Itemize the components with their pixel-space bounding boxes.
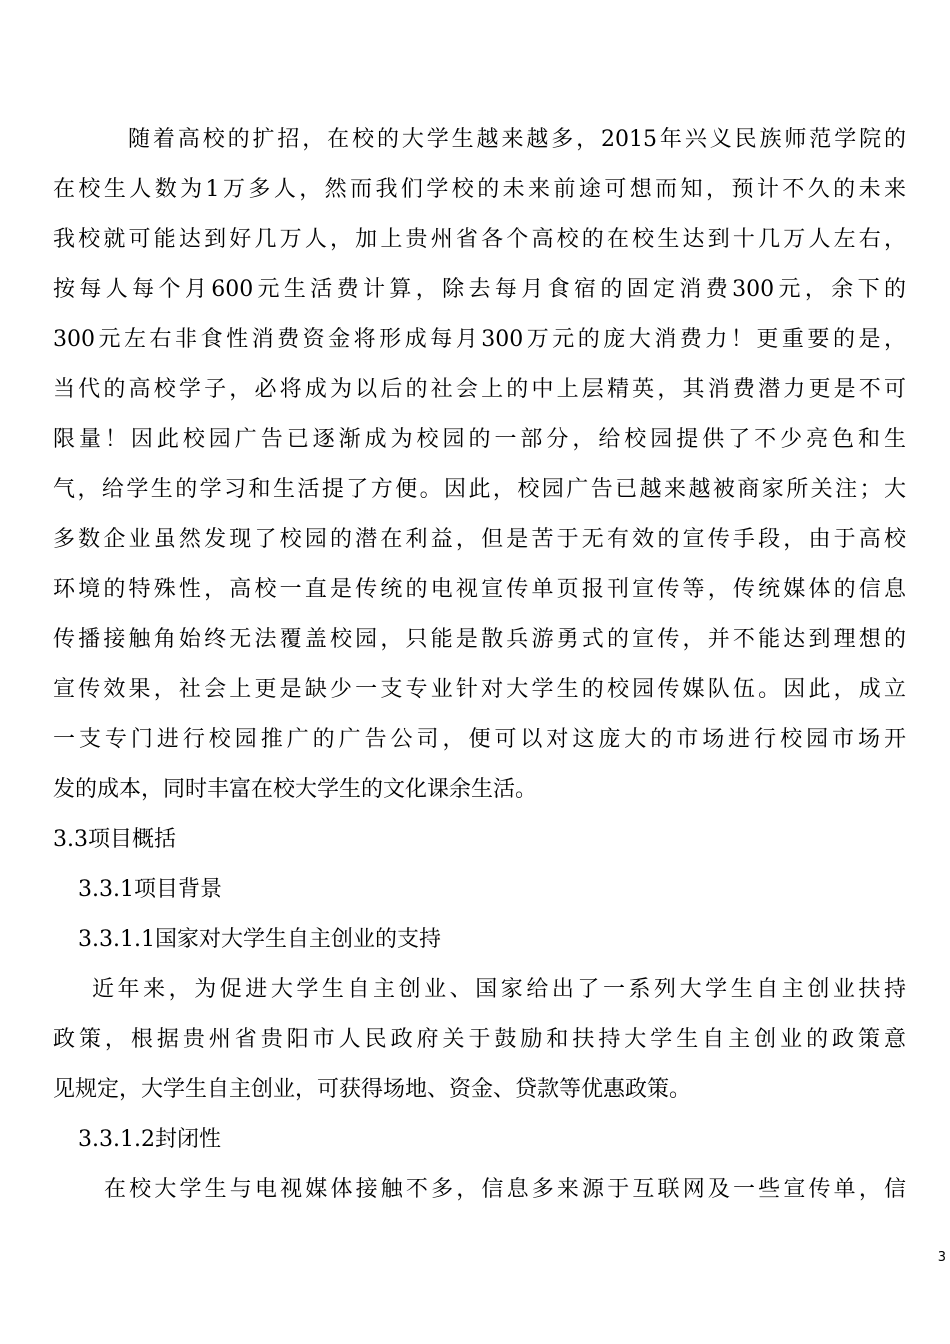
paragraph-1-line-1: 随着高校的扩招，在校的大学生越来越多，2015年兴义民族师范学院的 — [128, 127, 906, 152]
paragraph-1-line-12: 宣传效果，社会上更是缺少一支专业针对大学生的校园传媒队伍。因此，成立 — [53, 677, 906, 702]
heading-3-3-1-1: 3.3.1.1国家对大学生自主创业的支持 — [78, 927, 441, 952]
paragraph-1-line-13: 一支专门进行校园推广的广告公司，便可以对这庞大的市场进行校园市场开 — [53, 727, 906, 752]
paragraph-2-line-1: 近年来，为促进大学生自主创业、国家给出了一系列大学生自主创业扶持 — [92, 977, 906, 1002]
heading-3-3: 3.3项目概括 — [53, 827, 176, 852]
heading-3-3-1: 3.3.1项目背景 — [78, 877, 222, 902]
paragraph-1-line-8: 气，给学生的学习和生活提了方便。因此，校园广告已越来越被商家所关注；大 — [53, 477, 906, 502]
paragraph-1-line-14: 发的成本，同时丰富在校大学生的文化课余生活。 — [53, 777, 538, 802]
paragraph-2-line-2: 政策，根据贵州省贵阳市人民政府关于鼓励和扶持大学生自主创业的政策意 — [53, 1027, 906, 1052]
paragraph-1-line-6: 当代的高校学子，必将成为以后的社会上的中上层精英，其消费潜力更是不可 — [53, 377, 906, 402]
heading-3-3-1-2: 3.3.1.2封闭性 — [78, 1127, 221, 1152]
paragraph-1-line-5: 300元左右非食性消费资金将形成每月300万元的庞大消费力！更重要的是， — [53, 327, 906, 352]
paragraph-2-line-3: 见规定，大学生自主创业，可获得场地、资金、贷款等优惠政策。 — [53, 1077, 692, 1102]
page-number: 3 — [937, 1250, 946, 1265]
paragraph-1-line-9: 多数企业虽然发现了校园的潜在利益，但是苦于无有效的宣传手段，由于高校 — [53, 527, 906, 552]
paragraph-1-line-7: 限量！因此校园广告已逐渐成为校园的一部分，给校园提供了不少亮色和生 — [53, 427, 906, 452]
paragraph-1-line-4: 按每人每个月600元生活费计算，除去每月食宿的固定消费300元，余下的 — [53, 277, 906, 302]
paragraph-1-line-10: 环境的特殊性，高校一直是传统的电视宣传单页报刊宣传等，传统媒体的信息 — [53, 577, 906, 602]
paragraph-1-line-2: 在校生人数为1万多人，然而我们学校的未来前途可想而知，预计不久的未来 — [53, 177, 906, 202]
paragraph-1-line-3: 我校就可能达到好几万人，加上贵州省各个高校的在校生达到十几万人左右， — [53, 227, 906, 252]
paragraph-1-line-11: 传播接触角始终无法覆盖校园，只能是散兵游勇式的宣传，并不能达到理想的 — [53, 627, 906, 652]
paragraph-3-line-1: 在校大学生与电视媒体接触不多，信息多来源于互联网及一些宣传单，信 — [104, 1177, 906, 1202]
